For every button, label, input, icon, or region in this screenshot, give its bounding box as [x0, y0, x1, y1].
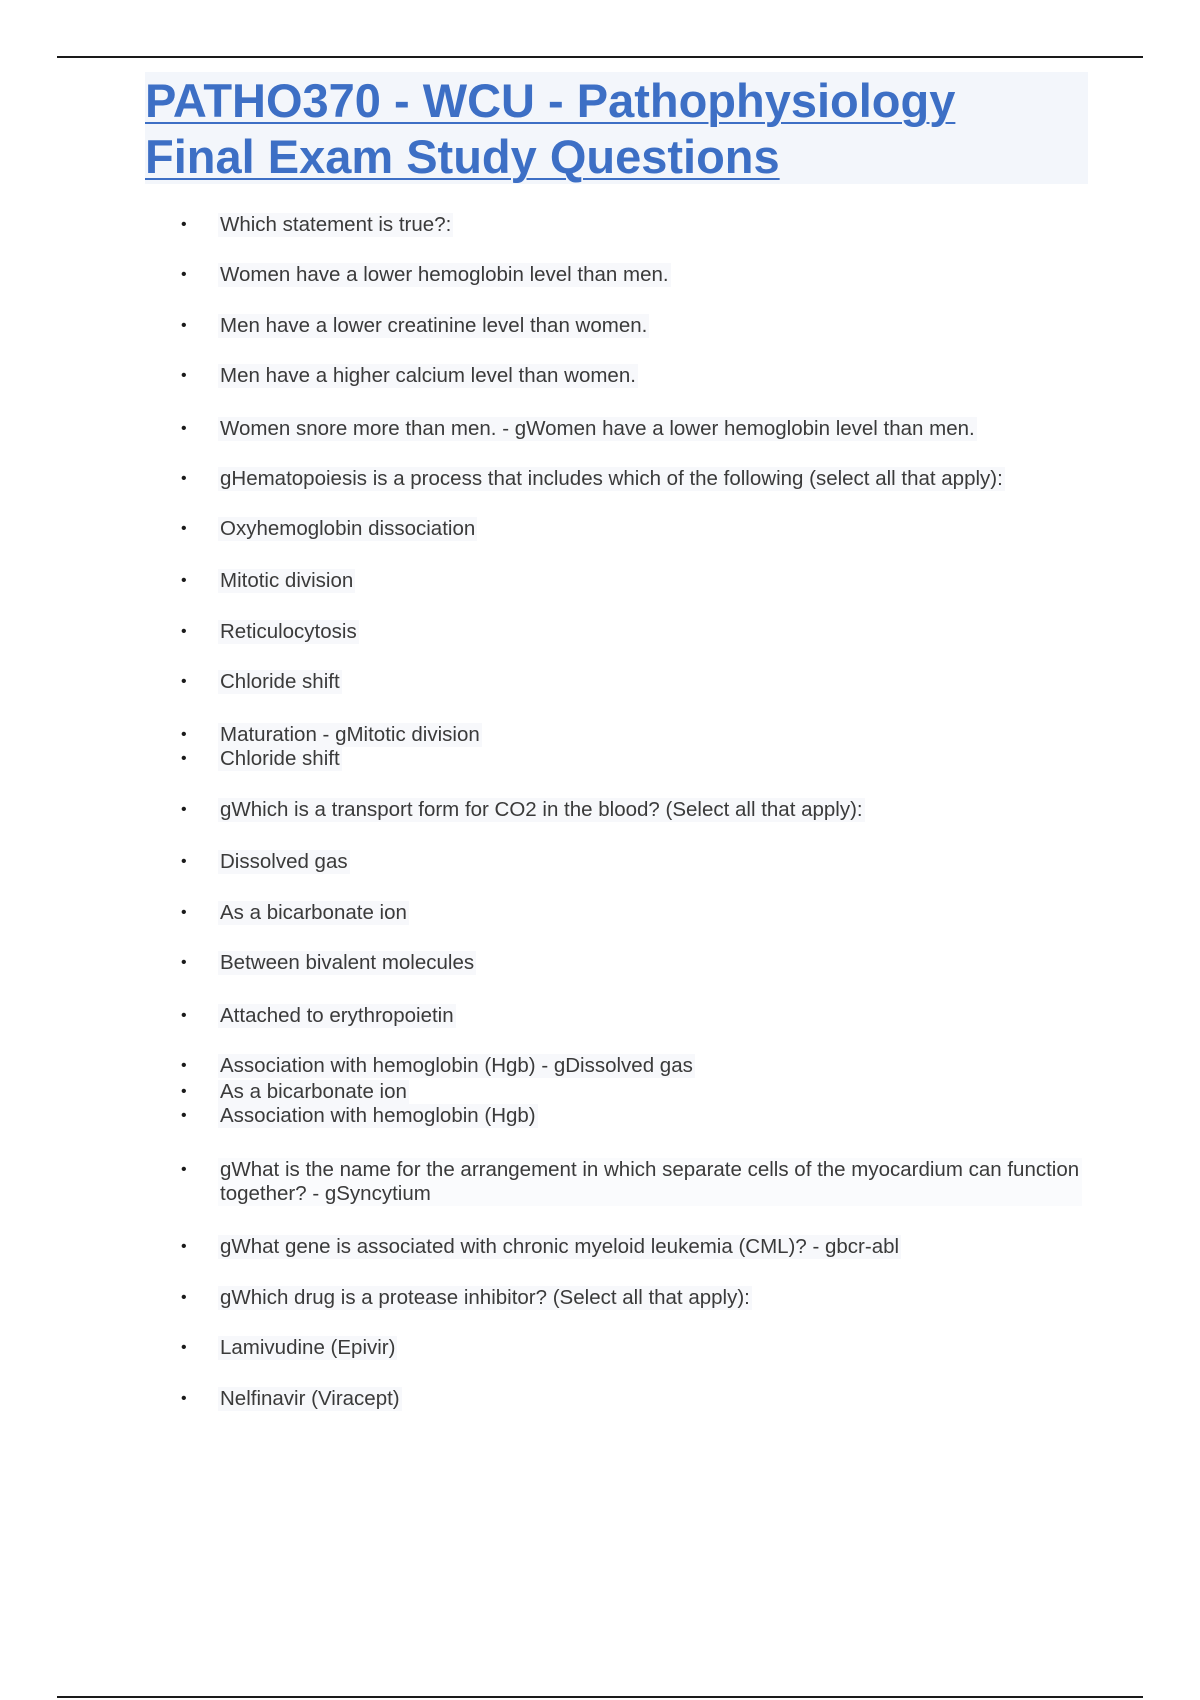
list-item-text: As a bicarbonate ion — [220, 1080, 407, 1103]
bullet-icon: • — [181, 420, 187, 437]
bullet-icon: • — [181, 1107, 187, 1124]
bullet-icon: • — [181, 726, 187, 743]
list-item-text: Which statement is true?: — [220, 213, 452, 236]
list-item — [181, 901, 1081, 925]
list-item-text: Men have a higher calcium level than women. — [220, 364, 636, 387]
bullet-icon: • — [181, 853, 187, 870]
bullet-icon: • — [181, 1083, 187, 1100]
list-item-text: Men have a lower creatinine level than women. — [220, 314, 648, 337]
list-item — [181, 620, 1081, 644]
list-item — [181, 798, 1081, 822]
bullet-icon: • — [181, 1339, 187, 1356]
list-item — [181, 850, 1081, 874]
list-item-text: Chloride shift — [220, 670, 340, 693]
list-item — [181, 747, 1081, 771]
bullet-icon: • — [181, 572, 187, 589]
list-item — [181, 1286, 1081, 1310]
list-item-text: Lamivudine (Epivir) — [220, 1336, 396, 1359]
bullet-icon: • — [181, 470, 187, 487]
document-title-line-2[interactable]: Final Exam Study Questions — [145, 130, 780, 183]
list-item-text: Mitotic division — [220, 569, 354, 592]
list-item — [181, 1080, 1081, 1104]
bullet-icon: • — [181, 266, 187, 283]
bullet-icon: • — [181, 1238, 187, 1255]
list-item — [181, 1387, 1081, 1411]
list-item-text: gHematopoiesis is a process that includes which of the following (select all that apply): — [220, 467, 1003, 490]
list-item — [181, 517, 1081, 541]
list-item-text: Maturation - gMitotic division — [220, 723, 480, 746]
bullet-icon: • — [181, 1289, 187, 1306]
bullet-icon: • — [181, 801, 187, 818]
list-item — [181, 1004, 1081, 1028]
list-item — [181, 1336, 1081, 1360]
list-item-text: gWhat is the name for the arrangement in which separate cells of the myocardium can function together? - gSyncytium — [218, 1158, 1082, 1206]
bullet-icon: • — [181, 317, 187, 334]
list-item — [181, 1158, 1081, 1206]
list-item — [181, 569, 1081, 593]
list-item-text: Chloride shift — [220, 747, 340, 770]
list-item-text: Association with hemoglobin (Hgb) — [220, 1104, 536, 1127]
list-item — [181, 364, 1081, 388]
bullet-icon: • — [181, 954, 187, 971]
list-item-text: Association with hemoglobin (Hgb) - gDissolved gas — [220, 1054, 693, 1077]
list-item-text: gWhat gene is associated with chronic myeloid leukemia (CML)? - gbcr-abl — [220, 1235, 900, 1258]
list-item-text: Reticulocytosis — [220, 620, 357, 643]
list-item-text: Dissolved gas — [220, 850, 348, 873]
bullet-icon: • — [181, 1161, 187, 1178]
list-item — [181, 1235, 1081, 1259]
list-item — [181, 951, 1081, 975]
bullet-icon: • — [181, 367, 187, 384]
list-item-text: Attached to erythropoietin — [220, 1004, 454, 1027]
bullet-icon: • — [181, 750, 187, 767]
list-item — [181, 670, 1081, 694]
bullet-icon: • — [181, 904, 187, 921]
list-item — [181, 263, 1081, 287]
list-item-text: As a bicarbonate ion — [220, 901, 407, 924]
bullet-icon: • — [181, 1390, 187, 1407]
list-item — [181, 213, 1081, 237]
document-title-line-1[interactable]: PATHO370 - WCU - Pathophysiology — [145, 74, 956, 127]
bullet-icon: • — [181, 673, 187, 690]
list-item-text: Nelfinavir (Viracept) — [220, 1387, 400, 1410]
list-item — [181, 723, 1081, 747]
list-item — [181, 1104, 1081, 1128]
footer-rule — [57, 1696, 1143, 1698]
bullet-icon: • — [181, 520, 187, 537]
list-item-text: Women have a lower hemoglobin level than men. — [220, 263, 669, 286]
list-item — [181, 1054, 1081, 1078]
list-item-text: gWhich drug is a protease inhibitor? (Select all that apply): — [220, 1286, 750, 1309]
list-item-text: Between bivalent molecules — [220, 951, 475, 974]
list-item-text: Oxyhemoglobin dissociation — [220, 517, 476, 540]
list-item-text: Women snore more than men. - gWomen have a lower hemoglobin level than men. — [220, 417, 975, 440]
bullet-icon: • — [181, 1007, 187, 1024]
bullet-icon: • — [181, 1057, 187, 1074]
list-item — [181, 314, 1081, 338]
list-item — [181, 467, 1081, 491]
bullet-icon: • — [181, 216, 187, 233]
list-item-text: gWhich is a transport form for CO2 in the blood? (Select all that apply): — [220, 798, 863, 821]
bullet-icon: • — [181, 623, 187, 640]
list-item — [181, 417, 1081, 441]
